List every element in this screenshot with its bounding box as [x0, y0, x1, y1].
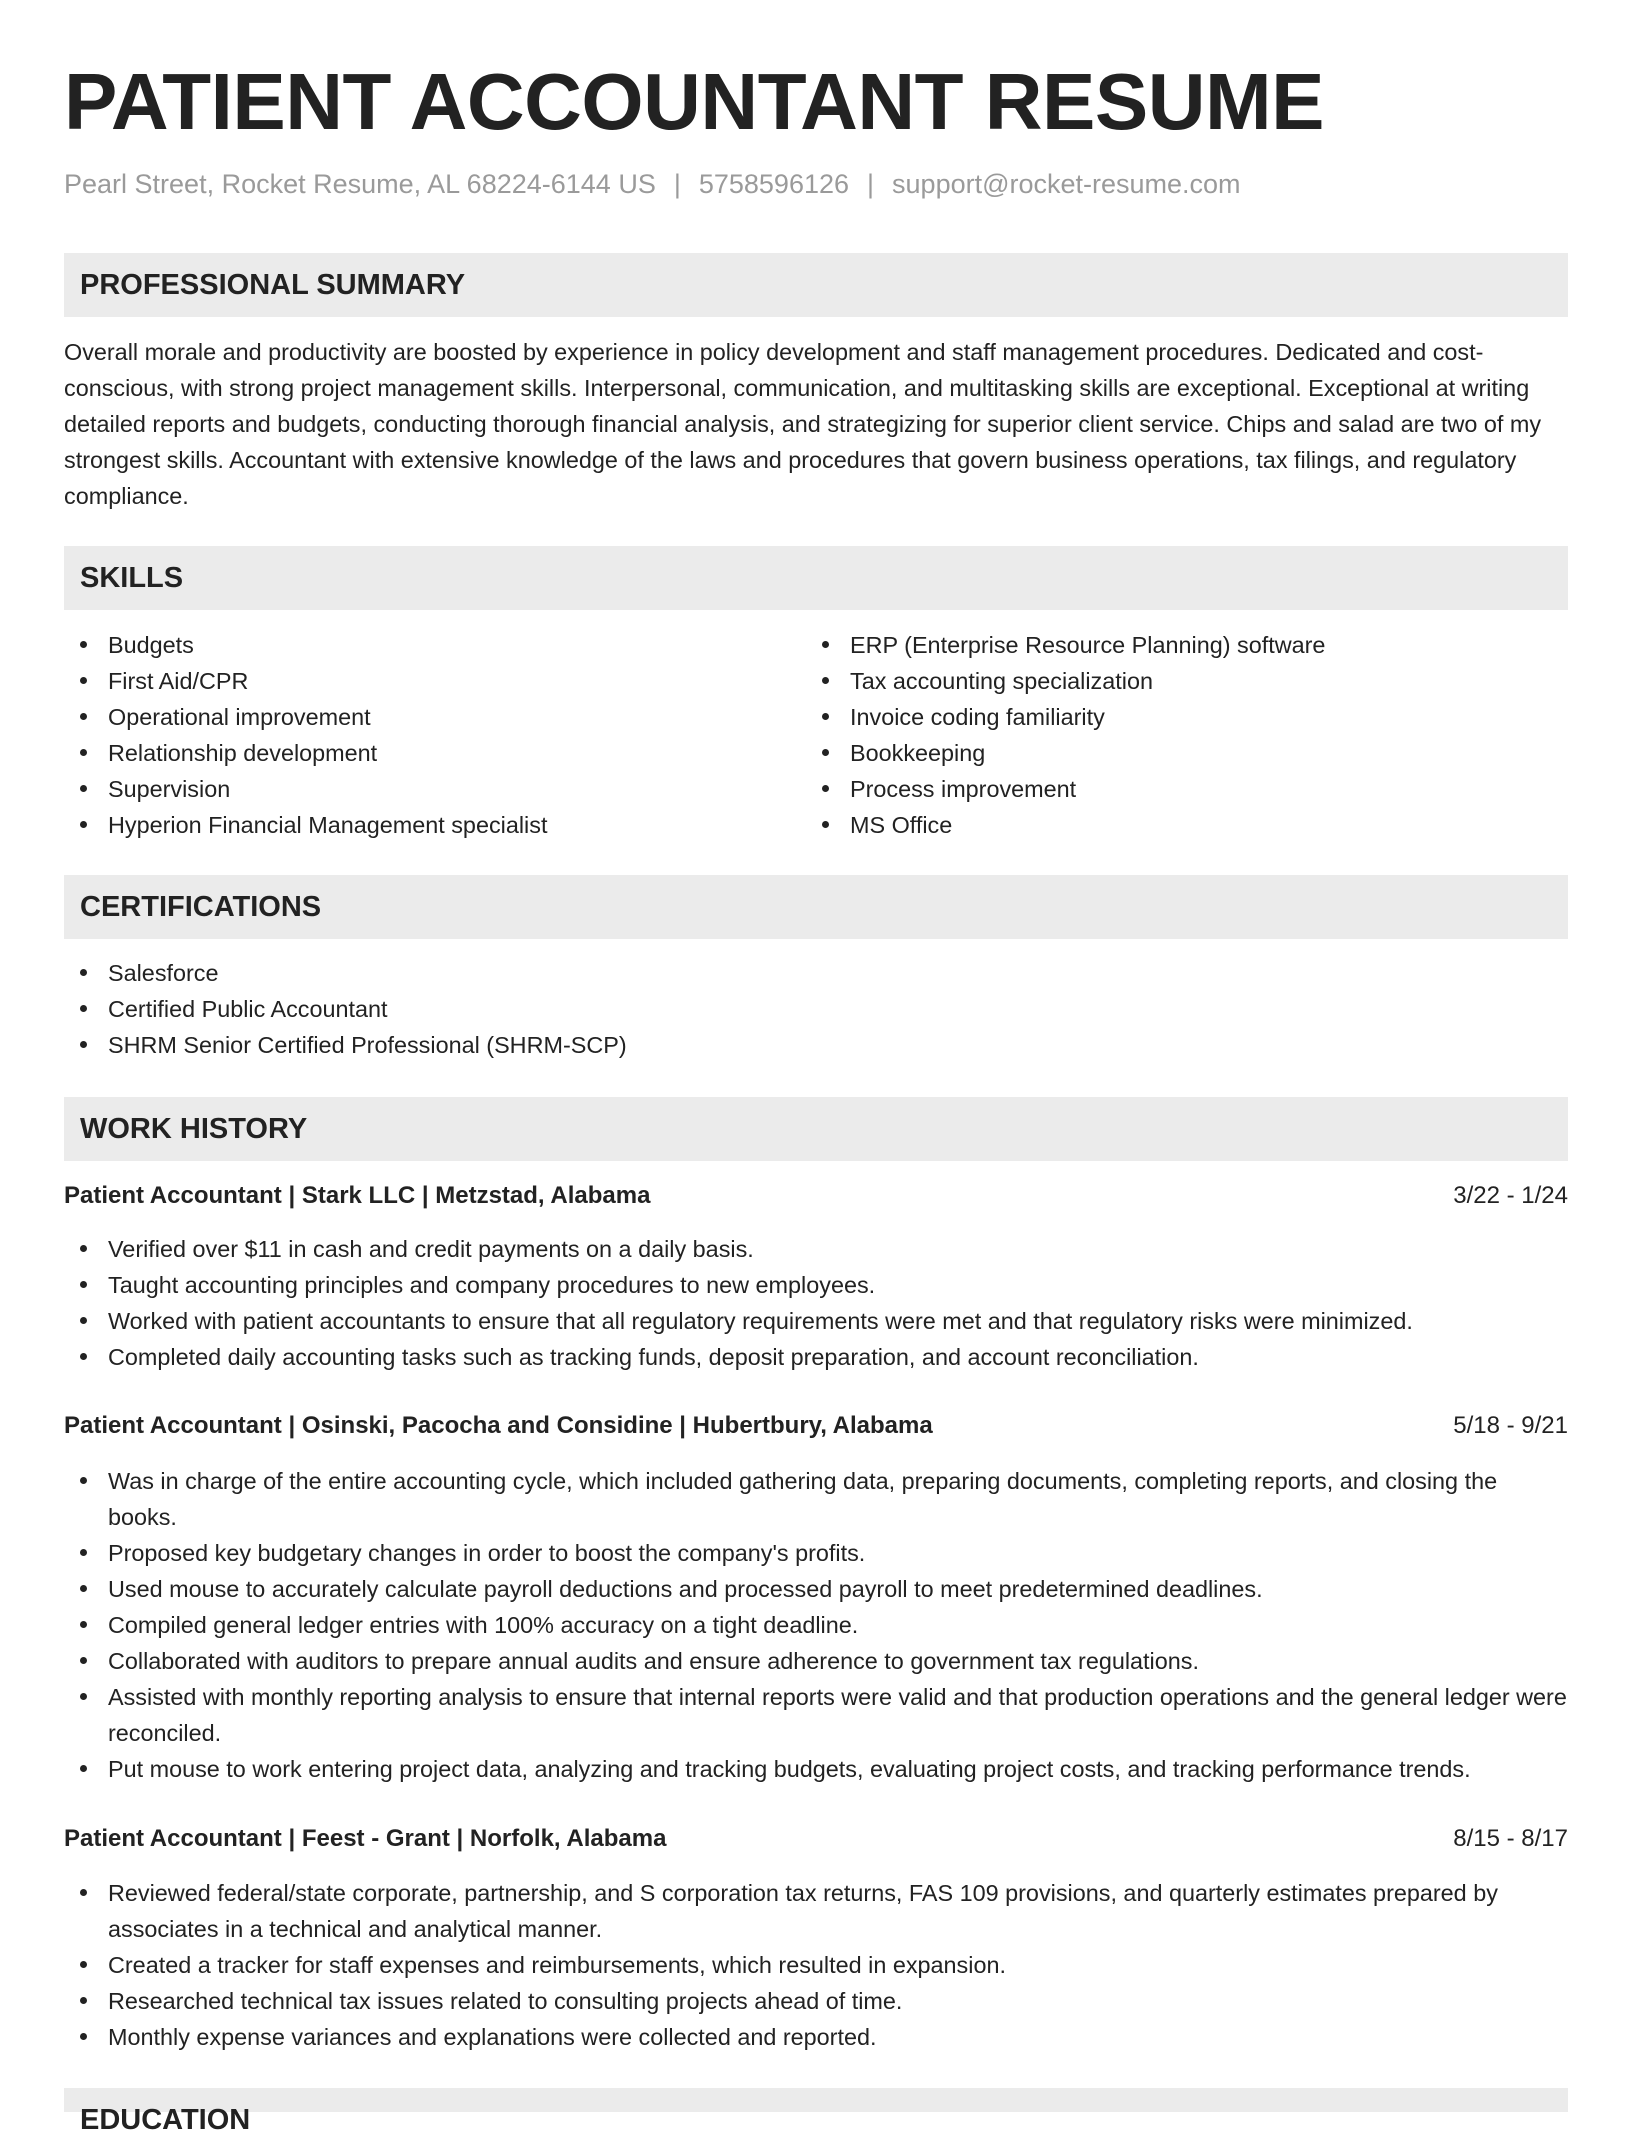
section-header-work-history: WORK HISTORY: [64, 1097, 1568, 1161]
skill-item: ERP (Enterprise Resource Planning) software: [806, 627, 1566, 663]
skill-item: Process improvement: [806, 771, 1566, 807]
job-bullet: Worked with patient accountants to ensure that all regulatory requirements were met and that regulatory risks were minimized.: [64, 1303, 1568, 1339]
section-header-education: EDUCATION: [64, 2088, 1568, 2112]
job-title: Patient Accountant | Osinski, Pacocha and Considine | Hubertbury, Alabama: [64, 1412, 933, 1439]
skill-item: Bookkeeping: [806, 735, 1566, 771]
section-header-certifications: CERTIFICATIONS: [64, 875, 1568, 939]
contact-email: support@rocket-resume.com: [892, 169, 1241, 199]
certification-item: SHRM Senior Certified Professional (SHRM-SCP): [64, 1027, 1568, 1063]
page-title: PATIENT ACCOUNTANT RESUME: [64, 57, 1325, 146]
job-bullet: Reviewed federal/state corporate, partnership, and S corporation tax returns, FAS 109 provisions, and quarterly estimates prepared by associates in a technical and analytical manner.: [64, 1875, 1568, 1947]
job-bullet: Assisted with monthly reporting analysis to ensure that internal reports were valid and that production operations and the general ledger were reconciled.: [64, 1679, 1568, 1751]
job-dates: 5/18 - 9/21: [1453, 1412, 1568, 1439]
job-bullet: Created a tracker for staff expenses and reimbursements, which resulted in expansion.: [64, 1947, 1568, 1983]
section-header-summary: PROFESSIONAL SUMMARY: [64, 253, 1568, 317]
job-bullet: Was in charge of the entire accounting cycle, which included gathering data, preparing documents, completing reports, and closing the books.: [64, 1463, 1568, 1535]
skill-item: Hyperion Financial Management specialist: [64, 807, 804, 843]
contact-separator: |: [867, 169, 875, 199]
job-bullet: Taught accounting principles and company procedures to new employees.: [64, 1267, 1568, 1303]
job-bullet: Put mouse to work entering project data, analyzing and tracking budgets, evaluating project costs, and tracking performance trends.: [64, 1751, 1568, 1787]
job-bullet: Collaborated with auditors to prepare annual audits and ensure adherence to government tax regulations.: [64, 1643, 1568, 1679]
skill-item: Supervision: [64, 771, 804, 807]
skill-item: First Aid/CPR: [64, 663, 804, 699]
skill-item: Tax accounting specialization: [806, 663, 1566, 699]
contact-address: Pearl Street, Rocket Resume, AL 68224-6144 US: [64, 169, 656, 199]
job-bullet: Monthly expense variances and explanations were collected and reported.: [64, 2019, 1568, 2055]
skill-item: Invoice coding familiarity: [806, 699, 1566, 735]
certifications-list: [64, 955, 1568, 1063]
skills-list-right: [806, 627, 1566, 843]
job-bullet: Proposed key budgetary changes in order to boost the company's profits.: [64, 1535, 1568, 1571]
job-bullet: Used mouse to accurately calculate payroll deductions and processed payroll to meet predetermined deadlines.: [64, 1571, 1568, 1607]
job-dates: 3/22 - 1/24: [1453, 1182, 1568, 1209]
certification-item: Salesforce: [64, 955, 1568, 991]
skill-item: Operational improvement: [64, 699, 804, 735]
skill-item: MS Office: [806, 807, 1566, 843]
skills-list-left: [64, 627, 804, 843]
job-dates: 8/15 - 8/17: [1453, 1825, 1568, 1852]
job-bullet: Researched technical tax issues related to consulting projects ahead of time.: [64, 1983, 1568, 2019]
job-bullet: Completed daily accounting tasks such as tracking funds, deposit preparation, and account reconciliation.: [64, 1339, 1568, 1375]
summary-text: Overall morale and productivity are boosted by experience in policy development and staff management procedures. Dedicated and cost-conscious, with strong project management skills. Interpersonal, communication, and multitasking skills are exceptional. Exceptional at writing detailed reports and budgets, conducting thorough financial analysis, and strategizing for superior client service. Chips and salad are two of my strongest skills. Accountant with extensive knowledge of the laws and procedures that govern business operations, tax filings, and regulatory compliance.: [64, 339, 1542, 509]
section-header-skills: SKILLS: [64, 546, 1568, 610]
skill-item: Budgets: [64, 627, 804, 663]
job-bullets: [64, 1231, 1568, 1375]
certification-item: Certified Public Accountant: [64, 991, 1568, 1027]
job-bullets: [64, 1463, 1568, 1787]
job-bullets: [64, 1875, 1568, 2055]
contact-separator: |: [673, 169, 681, 199]
job-bullet: Compiled general ledger entries with 100% accuracy on a tight deadline.: [64, 1607, 1568, 1643]
job-title: Patient Accountant | Stark LLC | Metzstad, Alabama: [64, 1182, 651, 1209]
job-bullet: Verified over $11 in cash and credit payments on a daily basis.: [64, 1231, 1568, 1267]
skill-item: Relationship development: [64, 735, 804, 771]
contact-line: [64, 164, 1241, 204]
job-title: Patient Accountant | Feest - Grant | Norfolk, Alabama: [64, 1825, 667, 1852]
contact-phone: 5758596126: [698, 169, 850, 199]
